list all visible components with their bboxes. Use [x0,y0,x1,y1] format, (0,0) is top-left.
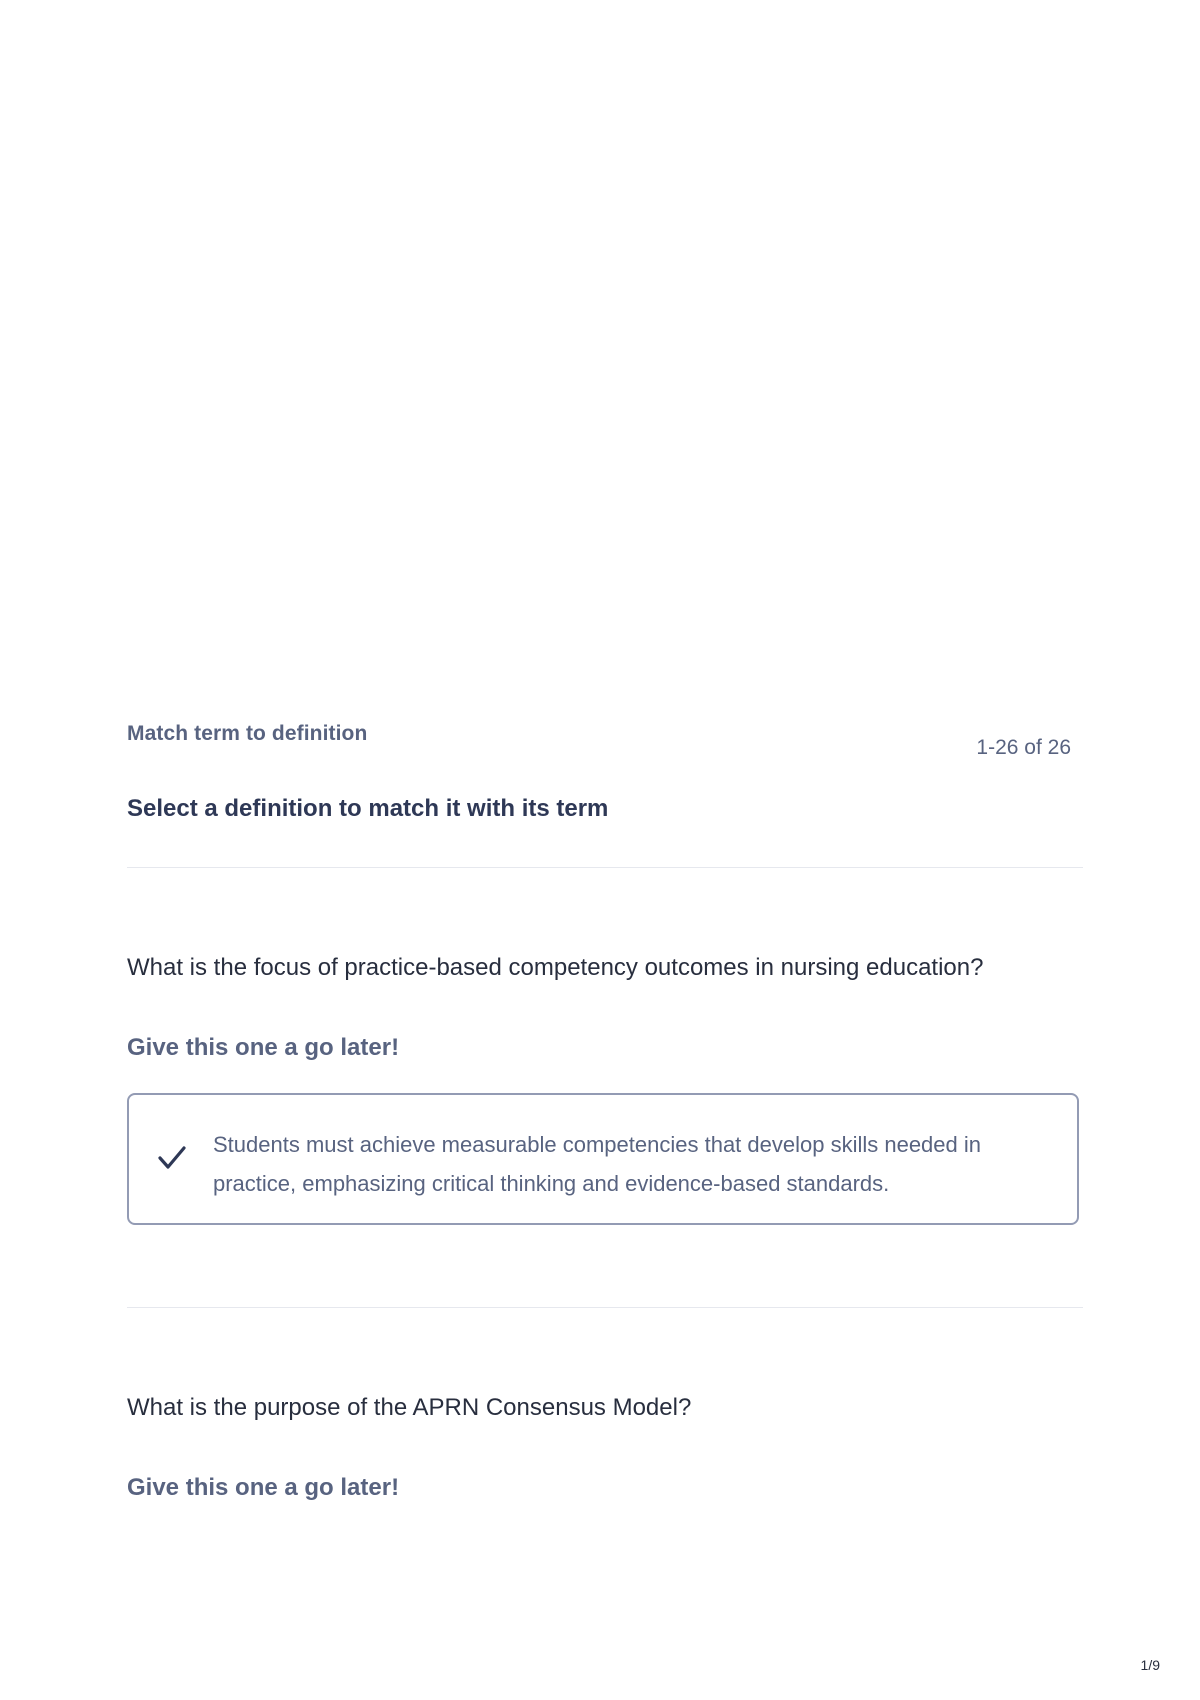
give-later-label: Give this one a go later! [127,1474,400,1501]
divider [127,1307,1083,1308]
page-number: 1/9 [1140,1657,1160,1673]
question-term: What is the purpose of the APRN Consensus Model? [127,1394,692,1421]
progress-counter: 1-26 of 26 [976,736,1071,759]
section-label: Match term to definition [127,722,368,745]
definition-option[interactable] [127,1093,1079,1225]
instruction-text: Select a definition to match it with its term [127,795,609,822]
check-icon [155,1141,189,1175]
divider [127,867,1083,868]
question-term: What is the focus of practice-based competency outcomes in nursing education? [127,954,984,981]
give-later-label: Give this one a go later! [127,1034,400,1061]
definition-text: Students must achieve measurable competencies that develop skills needed in practice, emphasizing critical thinking and evidence-based standards. [213,1132,982,1196]
